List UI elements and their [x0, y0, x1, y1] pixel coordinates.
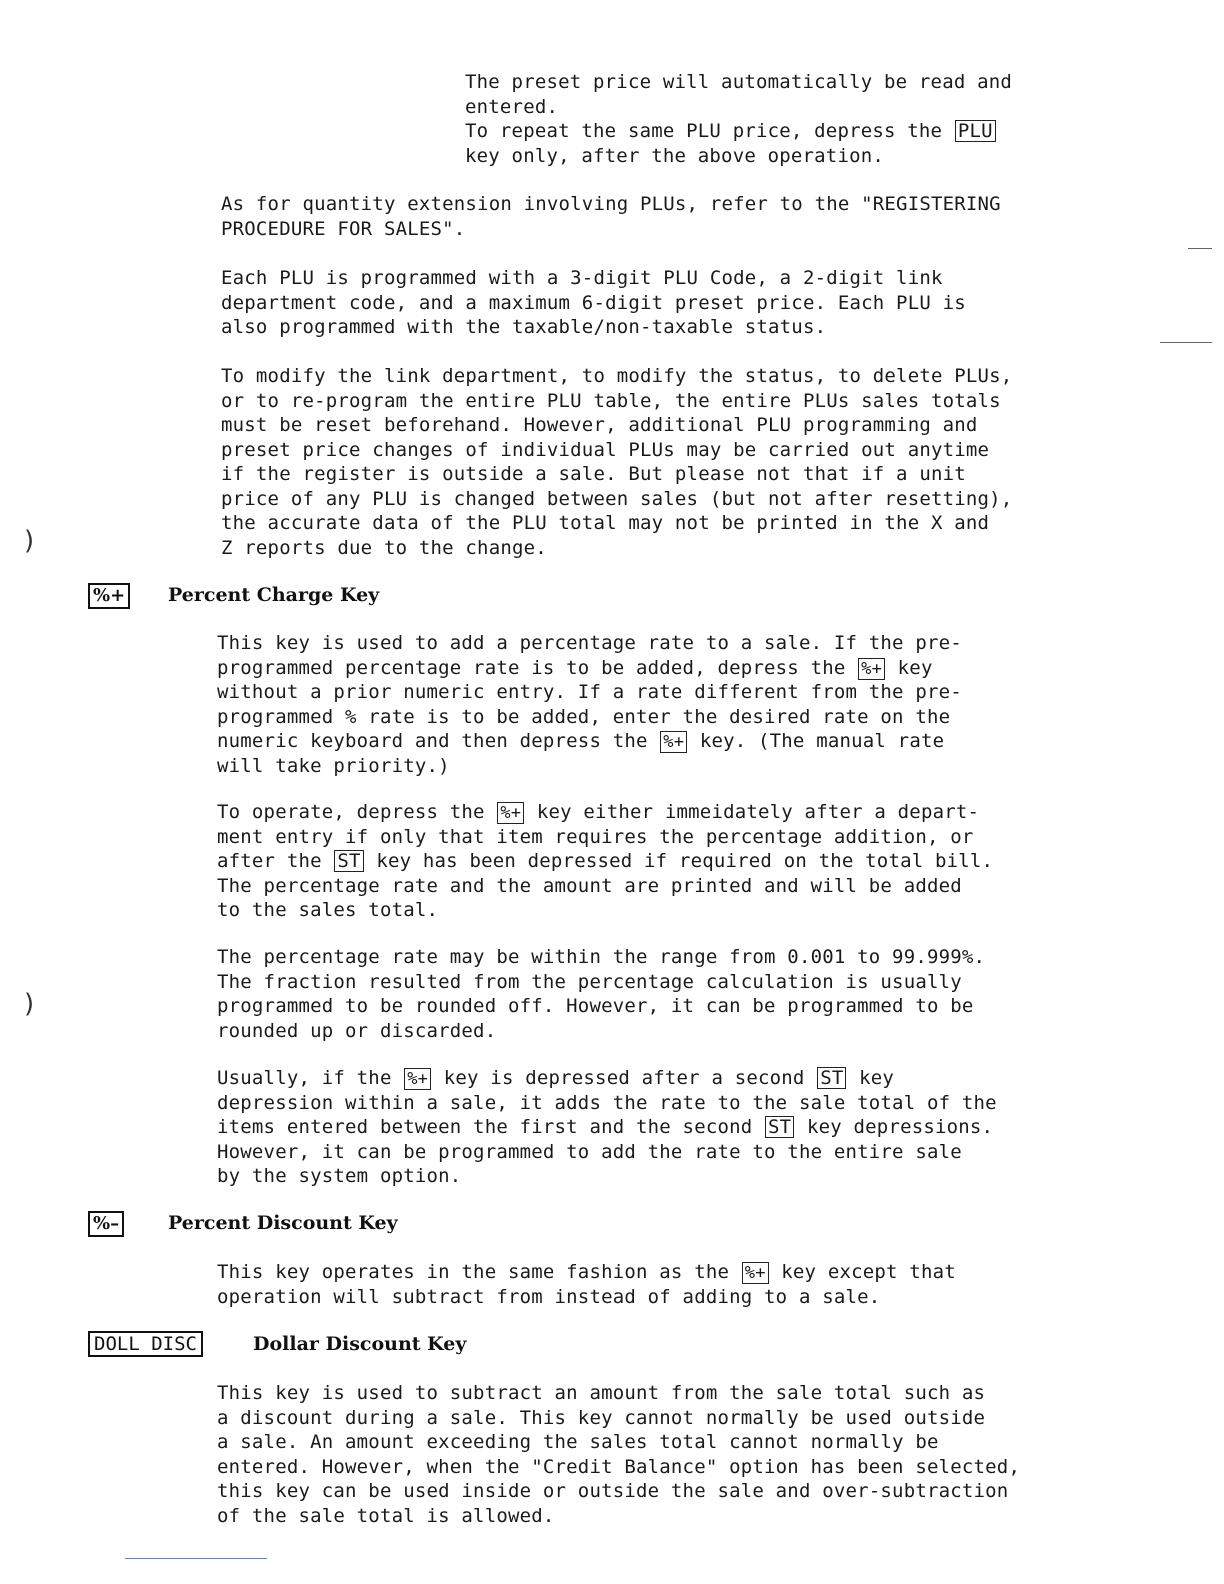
- text-line: This key is used to add a percentage rate to a sale. If the pre-: [217, 632, 962, 654]
- text-line: a discount during a sale. This key cannot normally be used outside: [217, 1406, 986, 1429]
- text-line: However, it can be programmed to add the rate to the entire sale: [217, 1140, 962, 1163]
- text-line: The fraction resulted from the percentage calculation is usually: [217, 970, 962, 993]
- text-line: preset price changes of individual PLUs may be carried out anytime: [221, 438, 990, 461]
- text-line: depression within a sale, it adds the rate to the sale total of the: [217, 1091, 997, 1114]
- text-fragment: To operate, depress the: [217, 801, 485, 823]
- dollar-discount-key-label: DOLL DISC: [88, 1331, 203, 1357]
- percent-plus-key-label: %+: [660, 731, 687, 753]
- text-line: by the system option.: [217, 1165, 462, 1187]
- text-line: key only, after the above operation.: [465, 144, 885, 167]
- text-fragment: This key operates in the same fashion as the: [217, 1261, 730, 1283]
- percent-plus-key-label: %+: [497, 802, 524, 824]
- st-key-label: ST: [765, 1116, 794, 1138]
- text-line: [217, 1115, 997, 1140]
- margin-mark: ): [24, 526, 35, 556]
- text-fragment: Usually, if the: [217, 1067, 392, 1089]
- text-line: if the register is outside a sale. But please not that if a unit: [221, 463, 966, 485]
- text-line: [217, 656, 962, 681]
- text-line: of the sale total is allowed.: [217, 1504, 555, 1527]
- text-line: As for quantity extension involving PLUs, refer to the "REGISTERING: [221, 193, 1001, 215]
- plu-key-label: PLU: [955, 120, 996, 142]
- text-line: also programmed with the taxable/non-taxable status.: [221, 316, 827, 338]
- percent-plus-key-label: %+: [742, 1262, 769, 1284]
- percent-charge-paragraph-3: [217, 945, 985, 1043]
- text-fragment: key except that: [781, 1261, 956, 1283]
- text-line: To modify the link department, to modify the status, to delete PLUs,: [221, 365, 1013, 387]
- text-line: entered. However, when the "Credit Balance" option has been selected,: [217, 1455, 1021, 1478]
- text-line: Each PLU is programmed with a 3-digit PLU Code, a 2-digit link: [221, 267, 943, 289]
- text-line: [217, 729, 962, 754]
- text-line: Z reports due to the change.: [221, 536, 547, 559]
- text-line: or to re-program the entire PLU table, the entire PLUs sales totals: [221, 389, 1001, 412]
- text-line: [465, 119, 1012, 144]
- text-line: must be reset beforehand. However, additional PLU programming and: [221, 414, 978, 436]
- quantity-paragraph: [221, 192, 1001, 241]
- percent-charge-paragraph-4: [217, 1066, 997, 1189]
- text-line: The percentage rate may be within the range from 0.001 to 99.999%.: [217, 946, 986, 968]
- percent-plus-key-label: %+: [858, 658, 885, 680]
- text-fragment: numeric keyboard and then depress the: [217, 730, 648, 752]
- text-line: programmed to be rounded off. However, it can be programmed to be: [217, 995, 974, 1017]
- section-heading-percent-charge: Percent Charge Key: [168, 584, 380, 606]
- text-fragment: key depressions.: [806, 1116, 994, 1138]
- dollar-discount-paragraph: [217, 1381, 1020, 1528]
- text-line: This key is used to subtract an amount from the sale total such as: [217, 1382, 986, 1404]
- percent-charge-paragraph-2: [217, 800, 993, 923]
- text-line: department code, and a maximum 6-digit preset price. Each PLU is: [221, 291, 966, 314]
- text-line: to the sales total.: [217, 899, 439, 921]
- st-key-label: ST: [334, 850, 363, 872]
- text-fragment: after the: [217, 850, 322, 872]
- text-line: [217, 1066, 997, 1091]
- each-plu-paragraph: [221, 266, 966, 340]
- text-line: ment entry if only that item requires the percentage addition, or: [217, 825, 974, 848]
- margin-mark: ): [24, 989, 35, 1019]
- text-fragment: key is depressed after a second: [443, 1067, 805, 1089]
- text-fragment: key either immeidately after a depart-: [536, 801, 980, 823]
- text-line: The percentage rate and the amount are printed and will be added: [217, 874, 962, 897]
- text-line: PROCEDURE FOR SALES".: [221, 217, 466, 240]
- text-line: [217, 1260, 956, 1285]
- text-line: rounded up or discarded.: [217, 1019, 497, 1042]
- modify-paragraph: [221, 364, 1012, 560]
- text-fragment: key has been depressed if required on the total bill.: [376, 850, 994, 872]
- text-line: [217, 849, 993, 874]
- text-line: entered.: [465, 95, 559, 118]
- text-line: price of any PLU is changed between sales (but not after resetting),: [221, 487, 1013, 510]
- text-fragment: key. (The manual rate: [699, 730, 945, 752]
- text-line: a sale. An amount exceeding the sales total cannot normally be: [217, 1431, 939, 1453]
- margin-rule: [1160, 342, 1212, 343]
- text-line: operation will subtract from instead of adding to a sale.: [217, 1285, 881, 1308]
- percent-discount-key-label: %–: [88, 1211, 124, 1237]
- percent-discount-paragraph: [217, 1260, 956, 1309]
- text-fragment: programmed percentage rate is to be added, depress the: [217, 656, 846, 679]
- text-line: without a prior numeric entry. If a rate different from the pre-: [217, 681, 962, 703]
- section-heading-percent-discount: Percent Discount Key: [168, 1212, 398, 1234]
- text-fragment: key: [859, 1067, 895, 1089]
- text-fragment: To repeat the same PLU price, depress the: [465, 120, 943, 142]
- footer-rule: [125, 1558, 267, 1559]
- intro-paragraph: [465, 70, 1012, 168]
- percent-charge-paragraph-1: [217, 631, 962, 778]
- percent-charge-key-label: %+: [88, 583, 130, 609]
- text-line: will take priority.): [217, 754, 450, 777]
- text-line: the accurate data of the PLU total may not be printed in the X and: [221, 512, 990, 534]
- text-fragment: key: [897, 656, 933, 679]
- section-heading-dollar-discount: Dollar Discount Key: [253, 1333, 467, 1355]
- text-fragment: items entered between the first and the second: [217, 1116, 753, 1138]
- text-line: programmed % rate is to be added, enter the desired rate on the: [217, 705, 951, 728]
- percent-plus-key-label: %+: [404, 1068, 431, 1090]
- text-line: this key can be used inside or outside the sale and over-subtraction: [217, 1480, 1009, 1502]
- text-line: The preset price will automatically be read and: [465, 71, 1013, 93]
- st-key-label: ST: [817, 1067, 846, 1089]
- margin-rule: [1188, 248, 1212, 249]
- text-line: [217, 800, 993, 825]
